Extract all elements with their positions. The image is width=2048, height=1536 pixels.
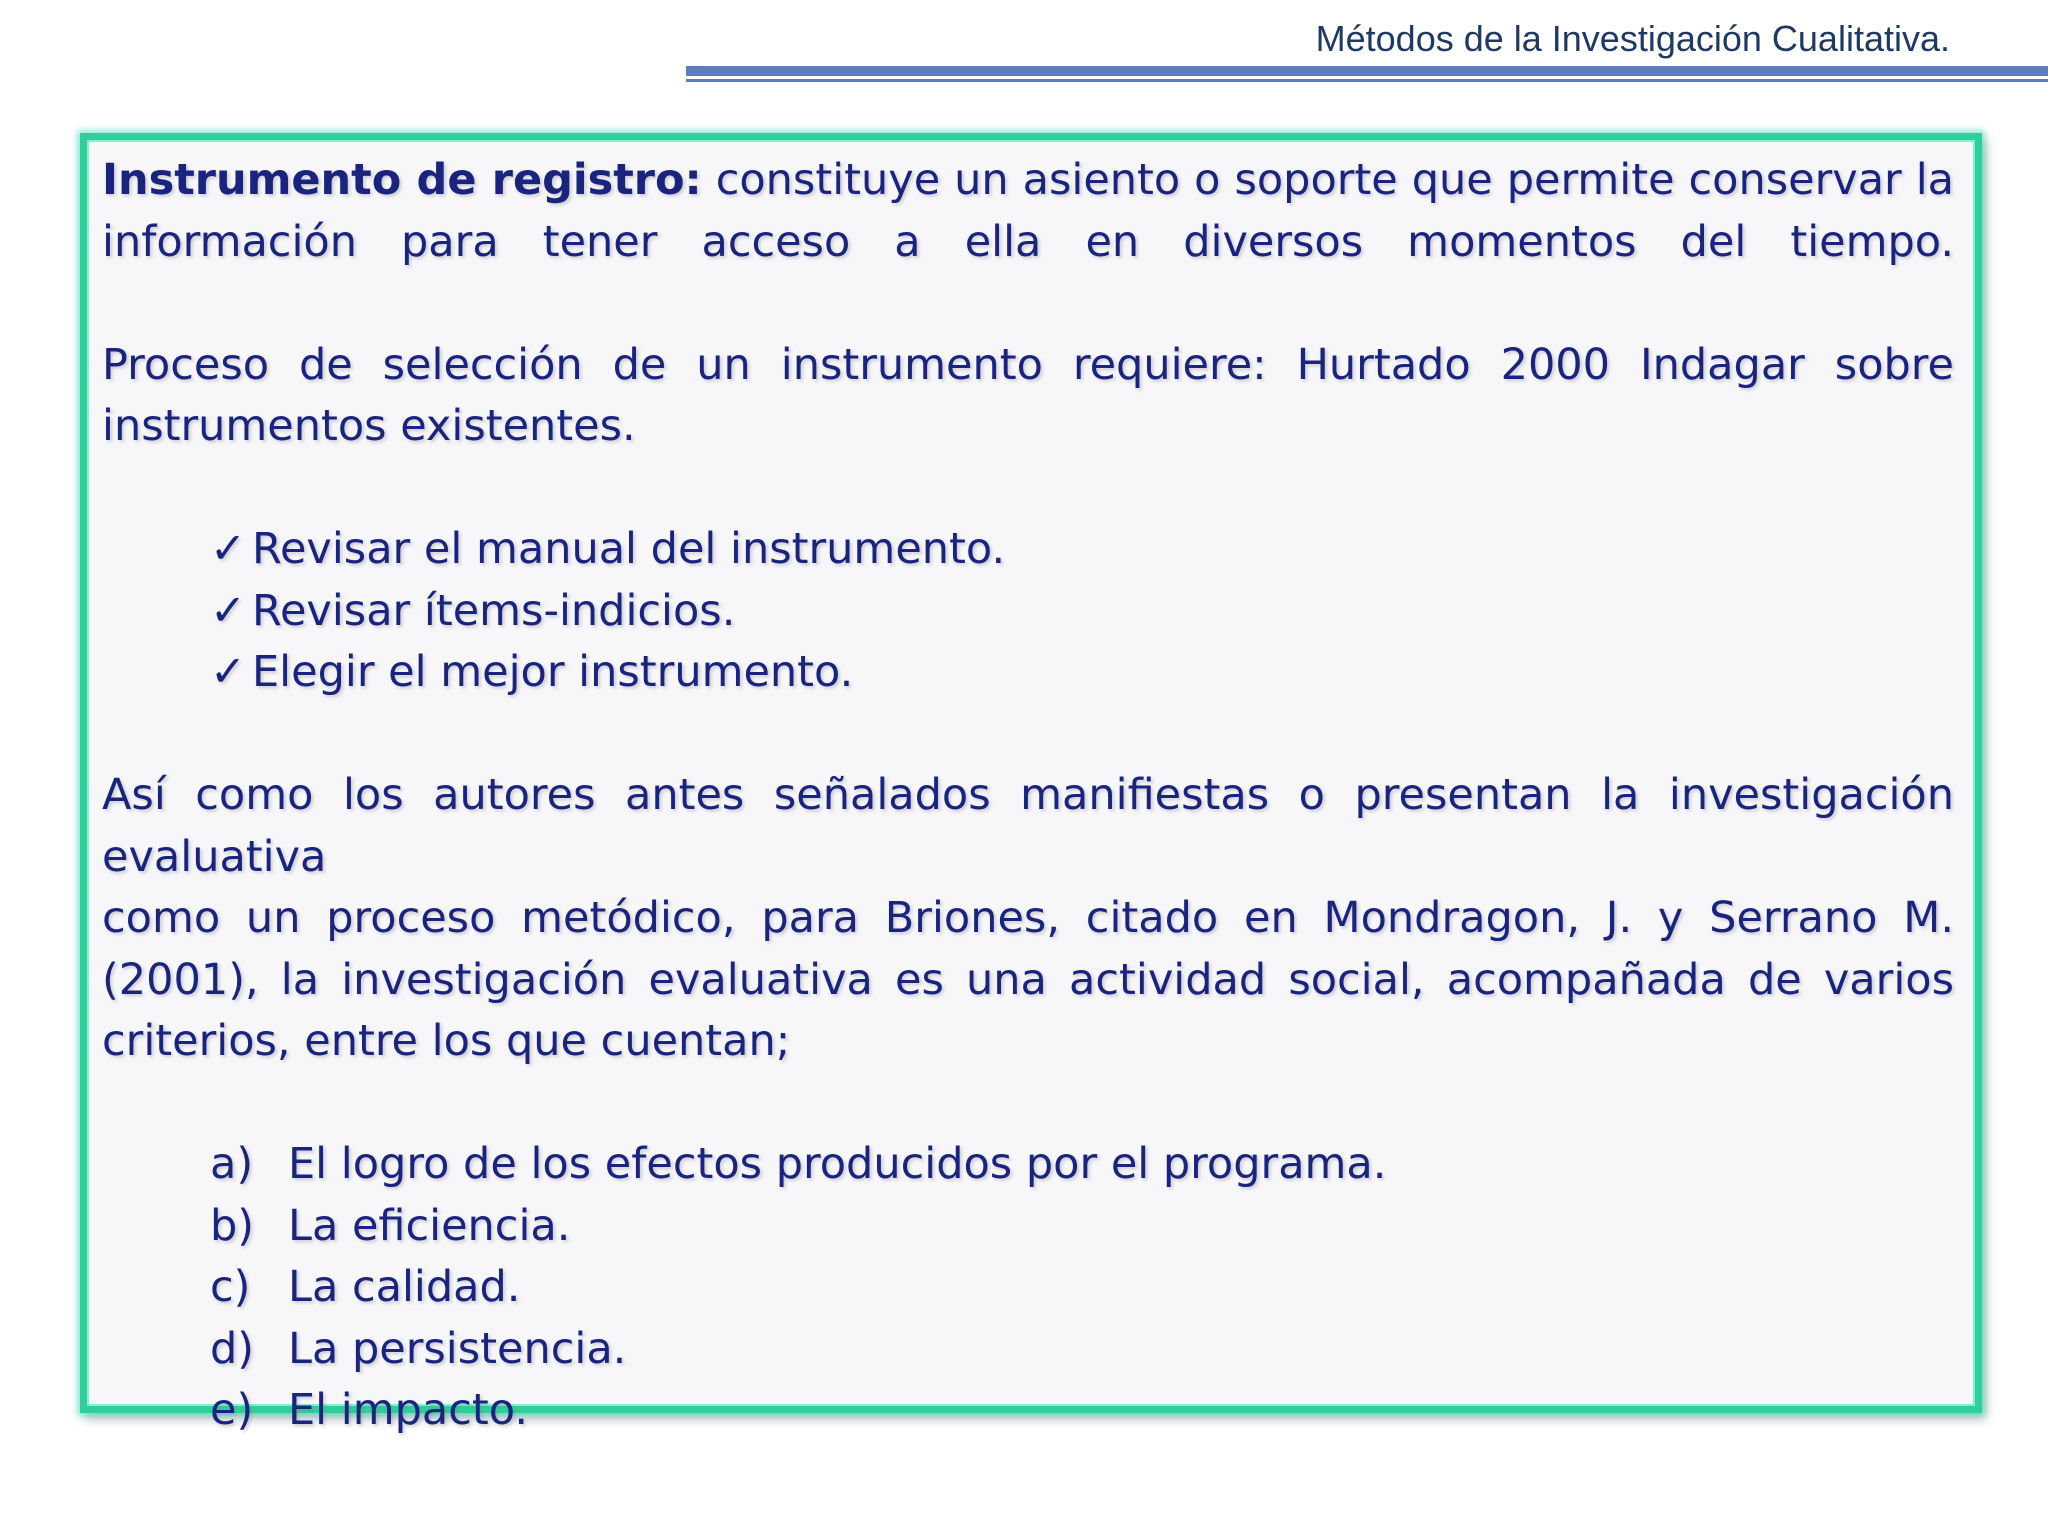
definition-paragraph xyxy=(102,150,1954,212)
step-text: Revisar el manual del instrumento. xyxy=(252,524,1006,574)
steps-list xyxy=(102,519,1954,704)
evaluation-line-1: Así como los autores antes señalados manifiestas o presentan la investigación evaluativa xyxy=(102,770,1954,882)
list-item xyxy=(102,1196,1954,1258)
list-item xyxy=(102,1134,1954,1196)
evaluation-line-2: como un proceso metódico, para Briones, citado en Mondragon, J. y Serrano M. xyxy=(102,893,1954,943)
checkmark-icon: ✓ xyxy=(210,585,247,636)
list-item xyxy=(102,519,1954,581)
content-text xyxy=(102,150,1954,1442)
process-line-2: instrumentos existentes. xyxy=(102,401,636,451)
criterion-text: El logro de los efectos producidos por el programa. xyxy=(288,1139,1387,1189)
list-marker: a) xyxy=(210,1139,254,1189)
evaluation-line-3: (2001), la investigación evaluativa es una actividad social, acompañada de varios xyxy=(102,954,1954,1005)
spacer xyxy=(102,704,1954,766)
checkmark-icon: ✓ xyxy=(210,647,247,697)
evaluation-line-4: criterios, entre los que cuentan; xyxy=(102,1016,791,1066)
header-rule xyxy=(686,66,2048,76)
step-text: Revisar ítems-indicios. xyxy=(252,585,736,636)
list-marker: e) xyxy=(210,1385,254,1435)
definition-text: constituye un asiento o soporte que permite conservar la xyxy=(701,155,1955,205)
criterion-text: La eficiencia. xyxy=(288,1200,571,1251)
criterion-text: La persistencia. xyxy=(288,1323,627,1374)
process-line-1: Proceso de selección de un instrumento requiere: Hurtado 2000 Indagar sobre xyxy=(102,339,1954,390)
list-item xyxy=(102,1380,1954,1442)
definition-continuation: información para tener acceso a ella en diversos momentos del tiempo. xyxy=(102,216,1954,267)
spacer xyxy=(102,1073,1954,1135)
step-text: Elegir el mejor instrumento. xyxy=(252,647,854,697)
list-marker: c) xyxy=(210,1262,251,1312)
list-item xyxy=(102,1257,1954,1319)
list-marker: d) xyxy=(210,1323,255,1374)
slide-header-title: Métodos de la Investigación Cualitativa. xyxy=(1315,18,1950,59)
list-item xyxy=(102,642,1954,704)
list-item xyxy=(102,581,1954,643)
list-marker: b) xyxy=(210,1200,255,1251)
criterion-text: La calidad. xyxy=(288,1262,521,1312)
criteria-list xyxy=(102,1134,1954,1442)
list-item xyxy=(102,1319,1954,1381)
checkmark-icon: ✓ xyxy=(210,524,247,574)
criterion-text: El impacto. xyxy=(288,1385,528,1435)
header-rule-thin xyxy=(686,79,2048,82)
spacer xyxy=(102,273,1954,335)
spacer xyxy=(102,458,1954,520)
definition-term: Instrumento de registro: xyxy=(102,155,702,205)
